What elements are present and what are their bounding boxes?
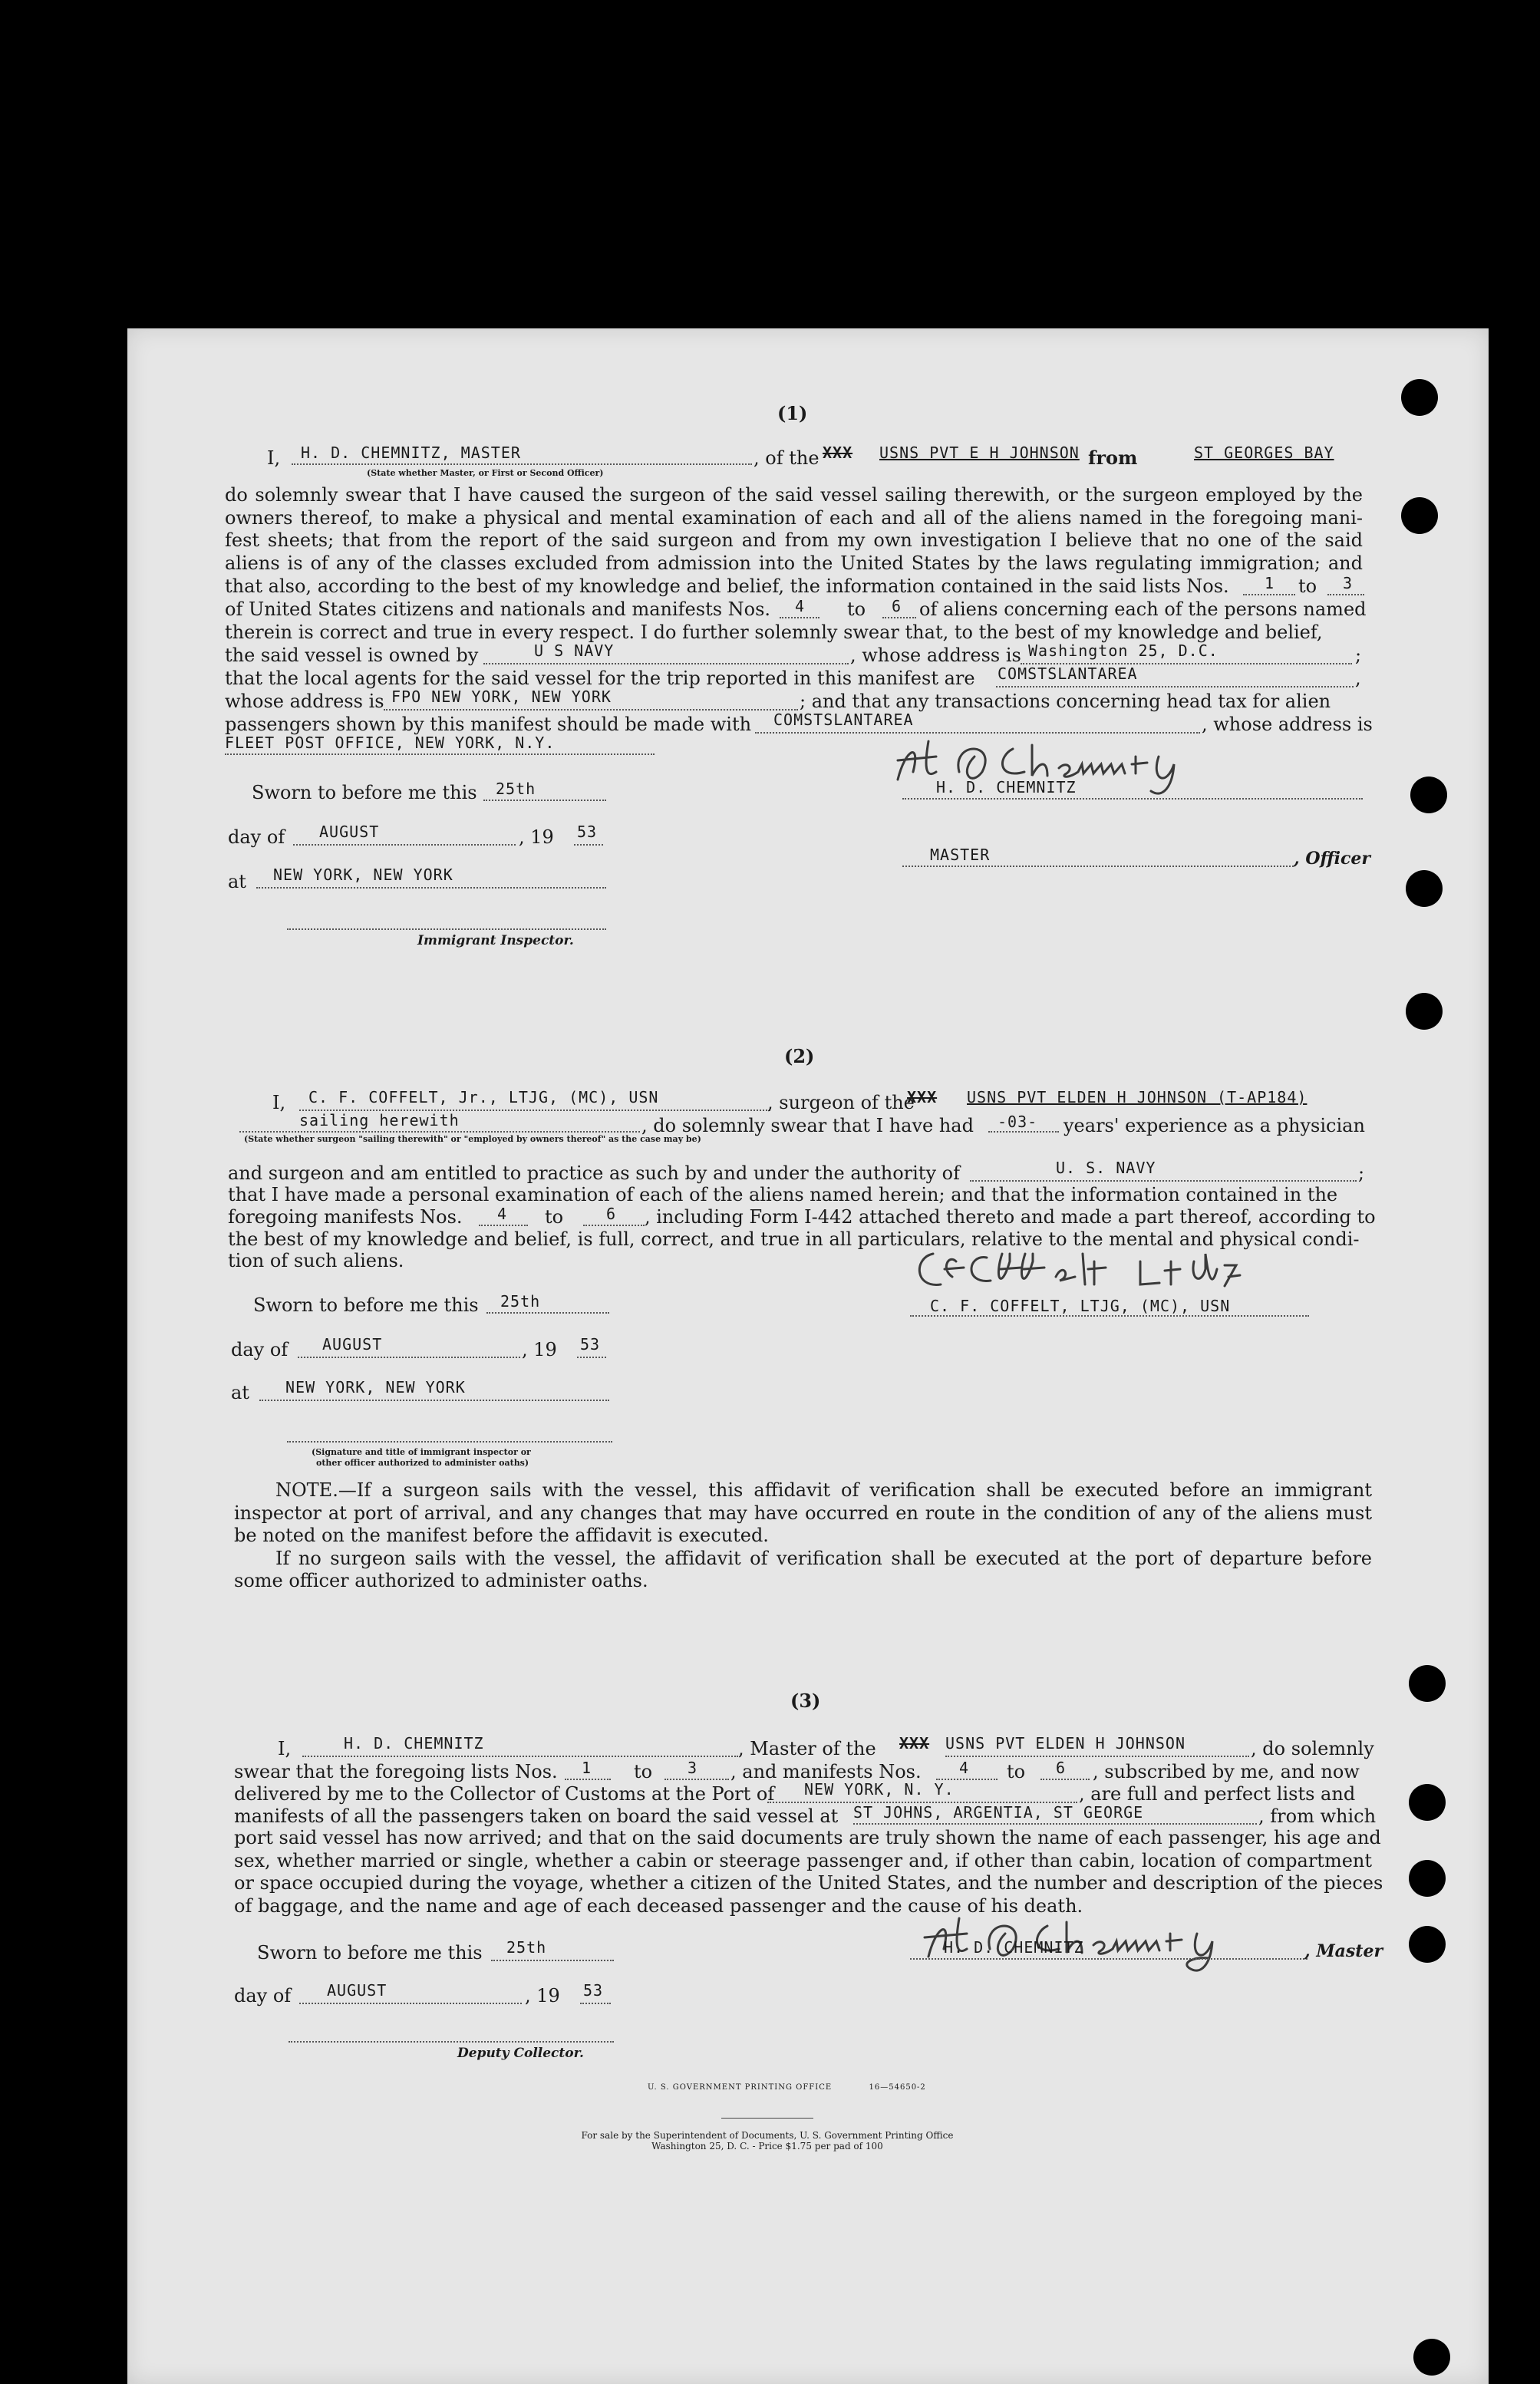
s2-semicolon: ; bbox=[1358, 1162, 1365, 1184]
s2-place-line bbox=[259, 1400, 609, 1401]
gpo-name: U. S. GOVERNMENT PRINTING OFFICE bbox=[648, 2083, 833, 2092]
s3-to: to bbox=[634, 1761, 653, 1782]
s2-sworn-label: Sworn to before me this bbox=[253, 1294, 479, 1316]
s1-state-note: (State whether Master, or First or Second Officer) bbox=[367, 468, 604, 478]
s2-signer-typed: C. F. COFFELT, LTJG, (MC), USN bbox=[930, 1297, 1231, 1315]
s3-lists-from-line bbox=[565, 1779, 611, 1780]
s1-manifests-from-line bbox=[780, 617, 819, 618]
binder-hole bbox=[1410, 777, 1447, 813]
s3-and-manifests: , and manifests Nos. bbox=[730, 1761, 922, 1782]
s3-signer-line bbox=[910, 1958, 1308, 1960]
s3-master-label: , Master bbox=[1304, 1941, 1383, 1961]
s2-year-prefix: , 19 bbox=[522, 1339, 557, 1360]
s3-full-perfect: , are full and perfect lists and bbox=[1079, 1783, 1356, 1805]
s1-head-tax-addr-line bbox=[225, 753, 655, 755]
s1-day-of-label: day of bbox=[228, 826, 285, 848]
s3-manifests-to: 6 bbox=[1056, 1759, 1067, 1777]
s2-sig-note-2: other officer authorized to administer oaths) bbox=[316, 1458, 529, 1468]
s1-name-line bbox=[292, 463, 752, 465]
s2-tion-line: tion of such aliens. bbox=[228, 1250, 404, 1271]
s3-swear-lists: swear that the foregoing lists Nos. bbox=[234, 1761, 558, 1782]
s3-name: H. D. CHEMNITZ bbox=[344, 1734, 484, 1753]
s1-i-prefix: I, bbox=[267, 447, 281, 469]
s1-head-tax-agent: COMSTSLANTAREA bbox=[773, 711, 914, 729]
section-1-number: (1) bbox=[777, 402, 808, 424]
sale-line-1: For sale by the Superintendent of Documents, U. S. Government Printing Office bbox=[581, 2130, 954, 2141]
binder-hole bbox=[1406, 870, 1443, 907]
s1-inspector-label: Immigrant Inspector. bbox=[417, 933, 574, 948]
section-2-number: (2) bbox=[784, 1045, 815, 1067]
s3-lists-to-line bbox=[664, 1779, 729, 1780]
s2-note bbox=[234, 1479, 1372, 1593]
s1-sworn-day: 25th bbox=[496, 780, 536, 798]
s3-name-line bbox=[302, 1756, 738, 1757]
s1-manifests-to-line bbox=[882, 617, 916, 618]
s1-head-tax-text: ; and that any transactions concerning head tax for alien bbox=[800, 691, 1331, 712]
s3-vessel-struck: XXX bbox=[899, 1734, 930, 1753]
s3-master-signature bbox=[905, 1903, 1320, 1972]
s1-line: owners thereof, to make a physical and mental examination of each and all of the aliens named in the foregoing mani- bbox=[225, 506, 1363, 529]
s1-lists-line: that also, according to the best of my knowledge and belief, the information contained in the said lists Nos. bbox=[225, 575, 1229, 597]
s2-year-line bbox=[577, 1357, 606, 1358]
s1-from-label: from bbox=[1088, 447, 1138, 469]
s2-month-line bbox=[298, 1357, 520, 1358]
s2-surgeon-name: C. F. COFFELT, Jr., LTJG, (MC), USN bbox=[308, 1088, 659, 1106]
s3-line: sex, whether married or single, whether a cabin or steerage passenger and, if other than cabin, location of compartment bbox=[234, 1849, 1372, 1871]
s2-manifests-to: 6 bbox=[606, 1205, 617, 1223]
s3-lists-from: 1 bbox=[582, 1759, 592, 1777]
s3-ports-from-line bbox=[853, 1823, 1257, 1825]
s3-sworn-day-line bbox=[491, 1960, 614, 1961]
s1-to-2: to bbox=[847, 598, 866, 620]
s1-master-name: H. D. CHEMNITZ, MASTER bbox=[301, 443, 521, 462]
s3-year-prefix: , 19 bbox=[525, 1985, 560, 2006]
s2-years-text: years' experience as a physician bbox=[1063, 1115, 1365, 1136]
s1-lists-to-line bbox=[1327, 594, 1364, 595]
s1-agents-line bbox=[996, 686, 1354, 688]
s1-lists-from: 1 bbox=[1265, 574, 1275, 592]
s1-year-line bbox=[574, 844, 603, 846]
s2-form-text: , including Form I-442 attached thereto and made a part thereof, according to bbox=[645, 1206, 1376, 1228]
s3-manifests-from: 4 bbox=[959, 1759, 970, 1777]
s3-deputy-line bbox=[289, 2041, 614, 2043]
s1-passengers-label: passengers shown by this manifest should be made with bbox=[225, 714, 752, 735]
s2-year: 53 bbox=[580, 1335, 601, 1354]
s2-manifests-from-line bbox=[479, 1225, 528, 1226]
binder-hole bbox=[1409, 1860, 1446, 1897]
s2-sailing-line bbox=[239, 1131, 640, 1133]
s1-vessel-struck: XXX bbox=[823, 443, 853, 462]
s1-lists-to: 3 bbox=[1343, 574, 1354, 592]
s3-sworn-label: Sworn to before me this bbox=[257, 1942, 483, 1964]
s1-signer-line bbox=[902, 798, 1363, 800]
s3-from-which: , from which bbox=[1258, 1805, 1377, 1827]
s3-year: 53 bbox=[583, 1981, 604, 2000]
s2-authority-label: and surgeon and am entitled to practice as such by and under the authority of bbox=[228, 1162, 960, 1184]
s3-ports-from: ST JOHNS, ARGENTIA, ST GEORGE bbox=[853, 1803, 1144, 1822]
s2-exam-line: that I have made a personal examination of each of the aliens named herein; and that the information contained in the bbox=[228, 1184, 1338, 1205]
s3-to-2: to bbox=[1007, 1761, 1026, 1782]
s3-solemnly: , do solemnly bbox=[1251, 1738, 1374, 1759]
s3-subscribed: , subscribed by me, and now bbox=[1093, 1761, 1360, 1782]
s1-agents-addr-label: whose address is bbox=[225, 691, 384, 712]
s1-agents: COMSTSLANTAREA bbox=[998, 664, 1138, 683]
s1-owner-addr: Washington 25, D.C. bbox=[1028, 641, 1218, 660]
s1-owner: U S NAVY bbox=[534, 641, 615, 660]
s1-at-label: at bbox=[228, 871, 246, 892]
s2-sworn-day-line bbox=[486, 1312, 609, 1314]
s1-aliens-text: of aliens concerning each of the persons named bbox=[919, 598, 1367, 620]
s3-signer-typed: H. D. CHEMNITZ bbox=[944, 1938, 1084, 1957]
s1-month: AUGUST bbox=[319, 823, 380, 841]
s1-comma: , bbox=[1355, 668, 1361, 689]
s3-month: AUGUST bbox=[327, 1981, 387, 2000]
s3-month-line bbox=[299, 2003, 522, 2004]
s1-year-prefix: , 19 bbox=[519, 826, 554, 848]
s1-owned-by-label: the said vessel is owned by bbox=[225, 645, 479, 666]
s2-years-line bbox=[988, 1131, 1059, 1133]
s3-manifests-label: manifests of all the passengers taken on board the said vessel at bbox=[234, 1805, 839, 1827]
s2-note-line: be noted on the manifest before the affidavit is executed. bbox=[234, 1525, 769, 1546]
s2-surgeon-signature bbox=[910, 1238, 1309, 1300]
sale-line-2: Washington 25, D. C. - Price $1.75 per pad of 100 bbox=[651, 2141, 883, 2152]
s2-sailing: sailing herewith bbox=[299, 1111, 460, 1129]
s1-therein-line: therein is correct and true in every respect. I do further solemnly swear that, to the best of my knowledge and belief, bbox=[225, 622, 1323, 643]
s1-of-the: , of the bbox=[754, 447, 819, 469]
s2-note-line: NOTE.—If a surgeon sails with the vessel, this affidavit of verification shall be executed before an immigrant bbox=[275, 1479, 1372, 1501]
s2-note-line: If no surgeon sails with the vessel, the affidavit of verification shall be executed at the port of departure before bbox=[275, 1547, 1372, 1569]
s3-line: of baggage, and the name and age of each deceased passenger and the cause of his death. bbox=[234, 1894, 1083, 1917]
s2-manifests-from: 4 bbox=[497, 1205, 508, 1223]
s2-day-of-label: day of bbox=[231, 1339, 289, 1360]
s2-manifests-to-line bbox=[583, 1225, 645, 1226]
s1-inspector-line bbox=[287, 928, 606, 930]
s2-sig-note-1: (Signature and title of immigrant inspector or bbox=[312, 1447, 531, 1457]
s1-sworn-day-line bbox=[483, 800, 606, 801]
s1-vessel-name: USNS PVT E H JOHNSON bbox=[879, 443, 1080, 462]
s3-i-prefix: I, bbox=[278, 1738, 292, 1759]
s3-sworn-day: 25th bbox=[506, 1938, 547, 1957]
s1-place-line bbox=[256, 887, 606, 889]
binder-hole bbox=[1406, 993, 1443, 1030]
s3-master-of: , Master of the bbox=[738, 1738, 876, 1759]
s1-oath-text bbox=[225, 484, 1363, 575]
s3-vessel: USNS PVT ELDEN H JOHNSON bbox=[945, 1734, 1186, 1753]
s1-manifests-to: 6 bbox=[892, 597, 902, 615]
s2-note-line: some officer authorized to administer oaths. bbox=[234, 1570, 648, 1591]
s1-head-tax-addr: FLEET POST OFFICE, NEW YORK, N.Y. bbox=[225, 734, 556, 752]
s2-signer-line bbox=[910, 1315, 1309, 1317]
s2-month: AUGUST bbox=[322, 1335, 383, 1354]
s1-from-port: ST GEORGES BAY bbox=[1194, 443, 1334, 462]
s3-delivered-label: delivered by me to the Collector of Customs at the Port of bbox=[234, 1783, 775, 1805]
s1-manifests-from: 4 bbox=[795, 597, 806, 615]
section-3-number: (3) bbox=[790, 1690, 821, 1712]
s1-manifests-line: of United States citizens and nationals and manifests Nos. bbox=[225, 598, 771, 620]
s1-year: 53 bbox=[577, 823, 598, 841]
s3-line: or space occupied during the voyage, whether a citizen of the United States, and the number and description of the pieces bbox=[234, 1872, 1383, 1894]
binder-hole bbox=[1401, 497, 1438, 534]
s2-swear-text: , do solemnly swear that I have had bbox=[641, 1115, 974, 1136]
s2-best-line: the best of my knowledge and belief, is full, correct, and true in all particulars, relative to the mental and physical condi- bbox=[228, 1228, 1360, 1250]
s1-signer-typed: H. D. CHEMNITZ bbox=[936, 778, 1077, 796]
binder-hole bbox=[1401, 379, 1438, 416]
binder-hole bbox=[1409, 1784, 1446, 1821]
s1-agents-addr: FPO NEW YORK, NEW YORK bbox=[391, 688, 612, 706]
s2-place: NEW YORK, NEW YORK bbox=[285, 1378, 466, 1396]
s1-line: do solemnly swear that I have caused the surgeon of the said vessel sailing therewith, or the surgeon employed by the bbox=[225, 484, 1363, 506]
s2-i-prefix: I, bbox=[272, 1092, 286, 1113]
s1-semicolon: ; bbox=[1355, 645, 1362, 666]
s1-title-line bbox=[902, 866, 1294, 867]
s3-port: NEW YORK, N. Y. bbox=[804, 1780, 955, 1799]
s3-lists-to: 3 bbox=[688, 1759, 698, 1777]
footer-rule bbox=[721, 2118, 813, 2119]
s2-authority: U. S. NAVY bbox=[1056, 1159, 1156, 1177]
gpo-imprint bbox=[648, 2082, 926, 2093]
s1-officer-label: , Officer bbox=[1294, 849, 1371, 869]
s2-sworn-day: 25th bbox=[500, 1292, 541, 1311]
s2-state-note: (State whether surgeon "sailing therewith" or "employed by owners thereof" as the case may be) bbox=[244, 1134, 701, 1144]
form-number: 16—54650-2 bbox=[869, 2083, 926, 2092]
s3-day-of-label: day of bbox=[234, 1985, 292, 2006]
s2-foregoing-label: foregoing manifests Nos. bbox=[228, 1206, 463, 1228]
s3-year-line bbox=[580, 2003, 611, 2004]
s1-whose-addr-is: , whose address is bbox=[1202, 714, 1373, 735]
s3-deputy-label: Deputy Collector. bbox=[457, 2046, 584, 2061]
s1-agents-addr-line bbox=[384, 709, 798, 711]
s1-title: MASTER bbox=[930, 846, 991, 864]
s1-to: to bbox=[1298, 575, 1317, 597]
s3-line: port said vessel has now arrived; and that on the said documents are truly shown the name of each passenger, his age and bbox=[234, 1827, 1381, 1848]
s3-vessel-line bbox=[945, 1756, 1249, 1757]
s2-officer-line bbox=[287, 1441, 612, 1443]
s1-owner-line bbox=[483, 663, 849, 664]
s3-manifests-to-line bbox=[1040, 1779, 1090, 1780]
s2-surgeon-of: , surgeon of the bbox=[767, 1092, 915, 1113]
s2-to: to bbox=[545, 1206, 564, 1228]
s1-line: aliens is of any of the classes excluded from admission into the United States by the laws regulating immigration; and bbox=[225, 552, 1363, 574]
binder-hole bbox=[1409, 1926, 1446, 1963]
s2-note-line: inspector at port of arrival, and any changes that may have occurred en route in the condition of any of the aliens must bbox=[234, 1502, 1372, 1524]
s1-place: NEW YORK, NEW YORK bbox=[273, 866, 453, 884]
s1-line: fest sheets; that from the report of the said surgeon and from my own investigation I believe that no one of the said bbox=[225, 529, 1363, 551]
s2-authority-line bbox=[970, 1180, 1357, 1182]
s2-vessel-struck: XXX bbox=[907, 1088, 938, 1106]
binder-hole bbox=[1409, 1665, 1446, 1702]
binder-hole bbox=[1413, 2339, 1450, 2376]
s2-vessel-name: USNS PVT ELDEN H JOHNSON (T-AP184) bbox=[967, 1088, 1308, 1106]
sale-notice bbox=[499, 2130, 1036, 2152]
s1-month-line bbox=[293, 844, 516, 846]
s1-lists-from-line bbox=[1243, 594, 1295, 595]
s1-agents-label: that the local agents for the said vessel for the trip reported in this manifest are bbox=[225, 668, 975, 689]
s1-owner-addr-label: , whose address is bbox=[850, 645, 1021, 666]
s2-years: -03- bbox=[998, 1113, 1038, 1131]
s1-sworn-label: Sworn to before me this bbox=[252, 782, 477, 803]
s2-at-label: at bbox=[231, 1382, 249, 1403]
